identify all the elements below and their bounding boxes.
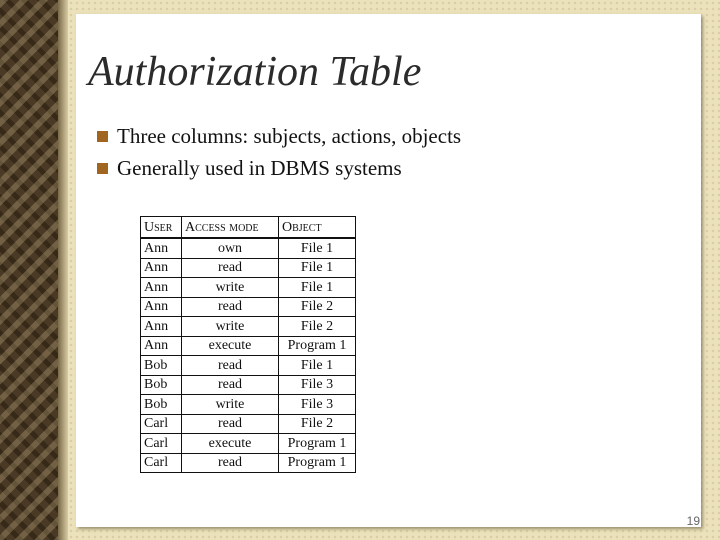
cell-user: Ann (141, 278, 182, 298)
cell-access-mode: write (182, 317, 279, 337)
cell-access-mode: read (182, 297, 279, 317)
table-row (141, 258, 356, 278)
cell-access-mode: read (182, 453, 279, 473)
bullet-item (97, 152, 461, 184)
cell-object: File 2 (279, 317, 356, 337)
cell-user: Bob (141, 395, 182, 415)
cell-user: Ann (141, 317, 182, 337)
cell-access-mode: write (182, 395, 279, 415)
bullet-list (97, 120, 461, 184)
cell-user: Ann (141, 336, 182, 356)
cell-access-mode: write (182, 278, 279, 298)
table-row (141, 453, 356, 473)
cell-object: File 1 (279, 278, 356, 298)
cell-user: Ann (141, 258, 182, 278)
square-bullet-icon (97, 163, 108, 174)
cell-object: File 3 (279, 395, 356, 415)
cell-object: File 1 (279, 258, 356, 278)
cell-user: Carl (141, 434, 182, 454)
table-row (141, 434, 356, 454)
cell-user: Ann (141, 297, 182, 317)
cell-access-mode: execute (182, 434, 279, 454)
slide-title: Authorization Table (88, 49, 422, 95)
table-row (141, 317, 356, 337)
table-row (141, 238, 356, 258)
authorization-table (140, 216, 356, 473)
decorative-film-strip (0, 0, 58, 540)
page-number: 19 (686, 514, 700, 528)
table-row (141, 395, 356, 415)
column-header-object: Object (279, 217, 356, 239)
column-header-user: User (141, 217, 182, 239)
cell-access-mode: read (182, 414, 279, 434)
table-row (141, 414, 356, 434)
cell-object: Program 1 (279, 453, 356, 473)
cell-object: File 3 (279, 375, 356, 395)
table-row (141, 297, 356, 317)
table-body (141, 238, 356, 473)
table-row (141, 336, 356, 356)
cell-access-mode: read (182, 375, 279, 395)
cell-object: Program 1 (279, 336, 356, 356)
table-row (141, 356, 356, 376)
cell-object: File 2 (279, 297, 356, 317)
cell-user: Bob (141, 356, 182, 376)
cell-user: Ann (141, 238, 182, 258)
cell-access-mode: own (182, 238, 279, 258)
cell-user: Carl (141, 414, 182, 434)
table-header-row (141, 217, 356, 239)
bullet-item (97, 120, 461, 152)
bullet-text: Generally used in DBMS systems (117, 155, 402, 180)
table-row (141, 278, 356, 298)
cell-user: Bob (141, 375, 182, 395)
column-header-access-mode: Access mode (182, 217, 279, 239)
cell-object: File 2 (279, 414, 356, 434)
table-row (141, 375, 356, 395)
bullet-text: Three columns: subjects, actions, objects (117, 123, 462, 148)
cell-access-mode: read (182, 356, 279, 376)
cell-object: File 1 (279, 356, 356, 376)
cell-object: Program 1 (279, 434, 356, 454)
cell-access-mode: read (182, 258, 279, 278)
cell-user: Carl (141, 453, 182, 473)
strip-edge-divider (58, 0, 68, 540)
square-bullet-icon (97, 131, 108, 142)
cell-access-mode: execute (182, 336, 279, 356)
cell-object: File 1 (279, 238, 356, 258)
